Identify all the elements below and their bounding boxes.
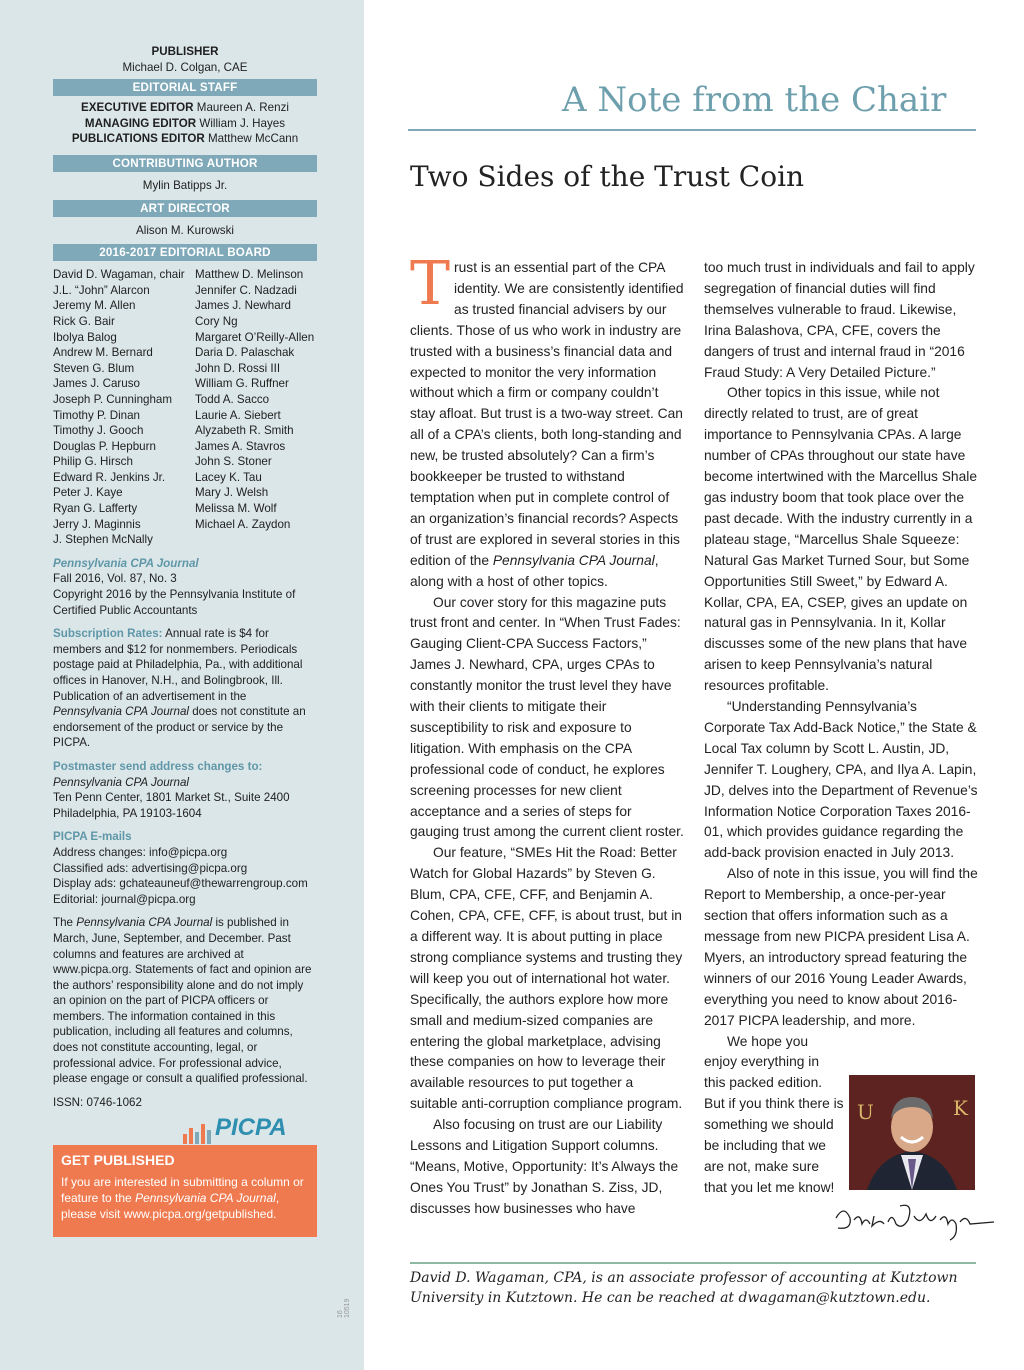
board-member: Matthew D. Melinson xyxy=(195,268,304,282)
board-member: Ibolya Balog xyxy=(53,330,117,344)
board-member: Timothy J. Gooch xyxy=(53,424,144,438)
copyright: Copyright 2016 by the Pennsylvania Institute of Certified Public Accountants xyxy=(53,588,296,617)
board-column-2 xyxy=(195,267,317,548)
get-published-box[interactable] xyxy=(53,1145,317,1237)
board-member: Rick G. Bair xyxy=(53,314,115,328)
picpa-emails: PICPA E-mails Address changes: info@picpa.org Classified ads: advertising@picpa.org Display ads: gchateauneuf@thewarrengroup.com Editorial: journal@picpa.org xyxy=(53,829,317,907)
paragraph: Our cover story for this magazine puts trust front and center. In “When Trust Fades: Gauging Client-CPA Success Factors,” James J. Newhard, CPA, urges CPAs to constantly monitor the trust level they have with their clients to mitigate their susceptibility to risk and exposure to litigation. With emphasis on the CPA professional code of conduct, he explores screening processes for new client acceptance and a series of steps for gauging trust among the current client roster. xyxy=(410,594,684,840)
article-column-1 xyxy=(410,249,684,1220)
board-member: Jerry J. Maginnis xyxy=(53,517,141,531)
board-member: Joseph P. Cunningham xyxy=(53,392,173,406)
article-subheading: Two Sides of the Trust Coin xyxy=(410,160,805,193)
board-member: Melissa M. Wolf xyxy=(195,502,277,516)
board-column-1 xyxy=(53,267,195,548)
get-published-title: GET PUBLISHED xyxy=(61,1152,175,1168)
board-member: Steven G. Blum xyxy=(53,361,135,375)
subscription-rates: Subscription Rates: Annual rate is $4 for members and $12 for nonmembers. Periodicals postage paid at Philadelphia, Pa., with additional offices in Hanover, N.H., and Bolingbrook, Ill. Publication of an advertisement in the Pennsylvania CPA Journal does not constitute an endorsement of the product or service by the PICPA. xyxy=(53,627,306,750)
board-member: Jennifer C. Nadzadi xyxy=(195,283,297,297)
board-member: William G. Ruffner xyxy=(195,377,289,391)
board-member: Douglas P. Hepburn xyxy=(53,439,156,453)
masthead-sidebar xyxy=(0,0,364,1370)
board-member: Andrew M. Bernard xyxy=(53,346,153,360)
paragraph: Also focusing on trust are our Liability Lessons and Litigation Support columns. “Means, Motive, Opportunity: It’s Always the Ones You Trust” by Jonathan S. Ziss, JD, discusses how businesses who have xyxy=(410,1117,679,1216)
board-member: Margaret O’Reilly-Allen xyxy=(195,330,315,344)
board-member: Timothy P. Dinan xyxy=(53,408,140,422)
postmaster: Postmaster send address changes to: Pennsylvania CPA Journal Ten Penn Center, 1801 Market St., Suite 2400 Philadelphia, PA 19103-1604 xyxy=(53,759,290,820)
board-member: Daria D. Palaschak xyxy=(195,346,295,360)
paragraph: Other topics in this issue, while not directly related to trust, are of great importance to Pennsylvania CPAs. A large number of CPAs throughout our state have become intertwined with the Marcellus Shale gas industry boom that took place over the past decade. With the industry currently in a plateau stage, “Marcellus Shale Squeeze: Natural Gas Market Turned Sour, but Some Opportunities Still Sweet,” by Edward A. Kollar, CPA, EA, CSEP, gives an update on natural gas in Pennsylvania. In it, Kollar discusses some of the new plans that have arisen to keep Pennsylvania’s natural resources profitable. xyxy=(704,385,978,694)
board-member: John S. Stoner xyxy=(195,455,272,469)
page-title: A Note from the Chair xyxy=(562,80,947,120)
paragraph: We hope you enjoy everything in this packed edition. But if you think there is something we should be including that we are not, make sure that you let me know! xyxy=(704,1033,844,1195)
board-member: Cory Ng xyxy=(195,314,238,328)
contributing-name: Mylin Batipps Jr. xyxy=(142,178,228,192)
board-member: David D. Wagaman, chair xyxy=(53,268,185,282)
board-member: James J. Newhard xyxy=(195,299,292,313)
board-member: Ryan G. Lafferty xyxy=(53,502,138,516)
article-column-2 xyxy=(704,258,978,1199)
signature xyxy=(830,1196,995,1244)
board-member: Alyzabeth R. Smith xyxy=(195,424,294,438)
board-member: J. Stephen McNally xyxy=(53,533,153,547)
publications-editor: PUBLICATIONS EDITOR Matthew McCann xyxy=(71,132,299,146)
journal-title: Pennsylvania CPA Journal xyxy=(53,556,199,570)
author-photo-image xyxy=(849,1075,975,1190)
paragraph: Also of note in this issue, you will find the Report to Membership, a once-per-year section that offers information such as a message from new PICPA president Lisa A. Myers, an introductory spread featuring the winners of our 2016 Young Leader Awards, everything you need to know about 2016-2017 PICPA leadership, and more. xyxy=(704,866,978,1028)
contributing-band: CONTRIBUTING AUTHOR xyxy=(53,155,317,172)
picpa-logo-text: PICPA xyxy=(215,1114,287,1142)
author-bio: David D. Wagaman, CPA, is an associate professor of accounting at Kutztown University in Kutztown. He can be reached at dwagaman@kutztown.edu. xyxy=(410,1270,958,1306)
board-member: Jeremy M. Allen xyxy=(53,299,136,313)
title-divider xyxy=(408,129,976,131)
signature-text: David D. Wagaman xyxy=(830,1243,839,1244)
board-member: Michael A. Zaydon xyxy=(195,517,291,531)
board-member: Todd A. Sacco xyxy=(195,392,270,406)
board-band: 2016-2017 EDITORIAL BOARD xyxy=(53,244,317,261)
journal-info xyxy=(53,556,317,618)
publisher-label: PUBLISHER xyxy=(151,45,219,58)
board-member: John D. Rossi III xyxy=(195,361,281,375)
publication-note: The Pennsylvania CPA Journal is published in March, June, September, and December. Past columns and features are archived at www.picpa.org. Statements of fact and opinion are the authors’ responsibility alone and do not imply an opinion on the part of PICPA officers or members. The information contained in this publication, including all features and columns, does not constitute accounting, legal, or professional advice. For professional advice, please engage or consult a qualified professional. xyxy=(53,916,312,1086)
svg-text:U: U xyxy=(857,1100,874,1124)
board-member: James J. Caruso xyxy=(53,377,140,391)
get-published-text: If you are interested in submitting a column or feature to the Pennsylvania CPA Journal, please visit www.picpa.org/getpublished. xyxy=(61,1175,304,1221)
bio-divider xyxy=(410,1262,976,1264)
board-member: Philip G. Hirsch xyxy=(53,455,133,469)
email-line: Editorial: journal@picpa.org xyxy=(53,892,196,906)
issn: ISSN: 0746-1062 xyxy=(53,1095,142,1109)
editorial-staff-band: EDITORIAL STAFF xyxy=(53,79,317,96)
board-member: Laurie A. Siebert xyxy=(195,408,281,422)
art-director-name: Alison M. Kurowski xyxy=(136,223,234,237)
board-member: Edward R. Jenkins Jr. xyxy=(53,470,166,484)
issue-info: Fall 2016, Vol. 87, No. 3 xyxy=(53,572,177,586)
board-member: James A. Stavros xyxy=(195,439,286,453)
svg-text:K: K xyxy=(953,1096,968,1120)
email-line: Address changes: info@picpa.org xyxy=(53,845,228,859)
drop-cap: T xyxy=(410,249,451,319)
managing-editor: MANAGING EDITOR William J. Hayes xyxy=(84,116,286,130)
board-member: Peter J. Kaye xyxy=(53,486,123,500)
paragraph: Trust is an essential part of the CPA identity. We are consistently identified as trusted financial advisers by our clients. Those of us who work in industry are trusted with a business’s financial data and expected to monitor the very information without which a firm or company couldn’t stay afloat. But trust is a two-way street. Can all of a CPA’s clients, both long-standing and new, be trusted absolutely? Can a firm’s bookkeeper be trusted to withstand temptation when put in complete control of an organization’s financial records? Aspects of trust are explored in several stories in this edition of the Pennsylvania CPA Journal, along with a host of other topics. xyxy=(410,249,684,589)
paragraph: “Understanding Pennsylvania’s Corporate Tax Add-Back Notice,” the State & Local Tax column by Scott L. Austin, JD, Jennifer T. Loughery, CPA, and Ilya A. Lapin, JD, delves into the Department of Revenue’s Information Notice Corporation Taxes 2016-01, which provides guidance regarding the add-back provision enacted in July 2013. xyxy=(704,699,978,861)
board-member: Mary J. Welsh xyxy=(195,486,269,500)
exec-editor: EXECUTIVE EDITOR Maureen A. Renzi xyxy=(81,101,289,115)
art-director-band: ART DIRECTOR xyxy=(53,200,317,217)
masthead xyxy=(53,44,317,1160)
paragraph: Our feature, “SMEs Hit the Road: Better Watch for Global Hazards” by Steven G. Blum, CPA, CFE, CFF, and Benjamin A. Cohen, CPA, CFE, CFF, is about trust, but in a different way. It is about putting in place strong compliance systems and trusting they will keep you out of international hot water. Specifically, the authors explore how more small and medium-sized companies are entering the global marketplace, advising these companies on how to leverage their available resources to put together a suitable anti-corruption compliance program. xyxy=(410,845,683,1112)
publisher-name: Michael D. Colgan, CAE xyxy=(122,60,248,74)
board-member: Lacey K. Tau xyxy=(195,470,262,484)
editorial-board xyxy=(53,267,317,548)
vertical-code: 16 10519 xyxy=(337,1298,351,1318)
board-member: J.L. “John” Alarcon xyxy=(53,283,150,297)
email-line: Display ads: gchateauneuf@thewarrengroup.com xyxy=(53,877,308,891)
author-photo xyxy=(849,1075,975,1190)
paragraph: too much trust in individuals and fail to apply segregation of financial duties will find themselves vulnerable to fraud. Likewise, Irina Balashova, CPA, CFE, covers the dangers of trust and internal fraud in “2016 Fraud Study: A Very Detailed Picture.” xyxy=(704,260,975,380)
email-line: Classified ads: advertising@picpa.org xyxy=(53,861,248,875)
